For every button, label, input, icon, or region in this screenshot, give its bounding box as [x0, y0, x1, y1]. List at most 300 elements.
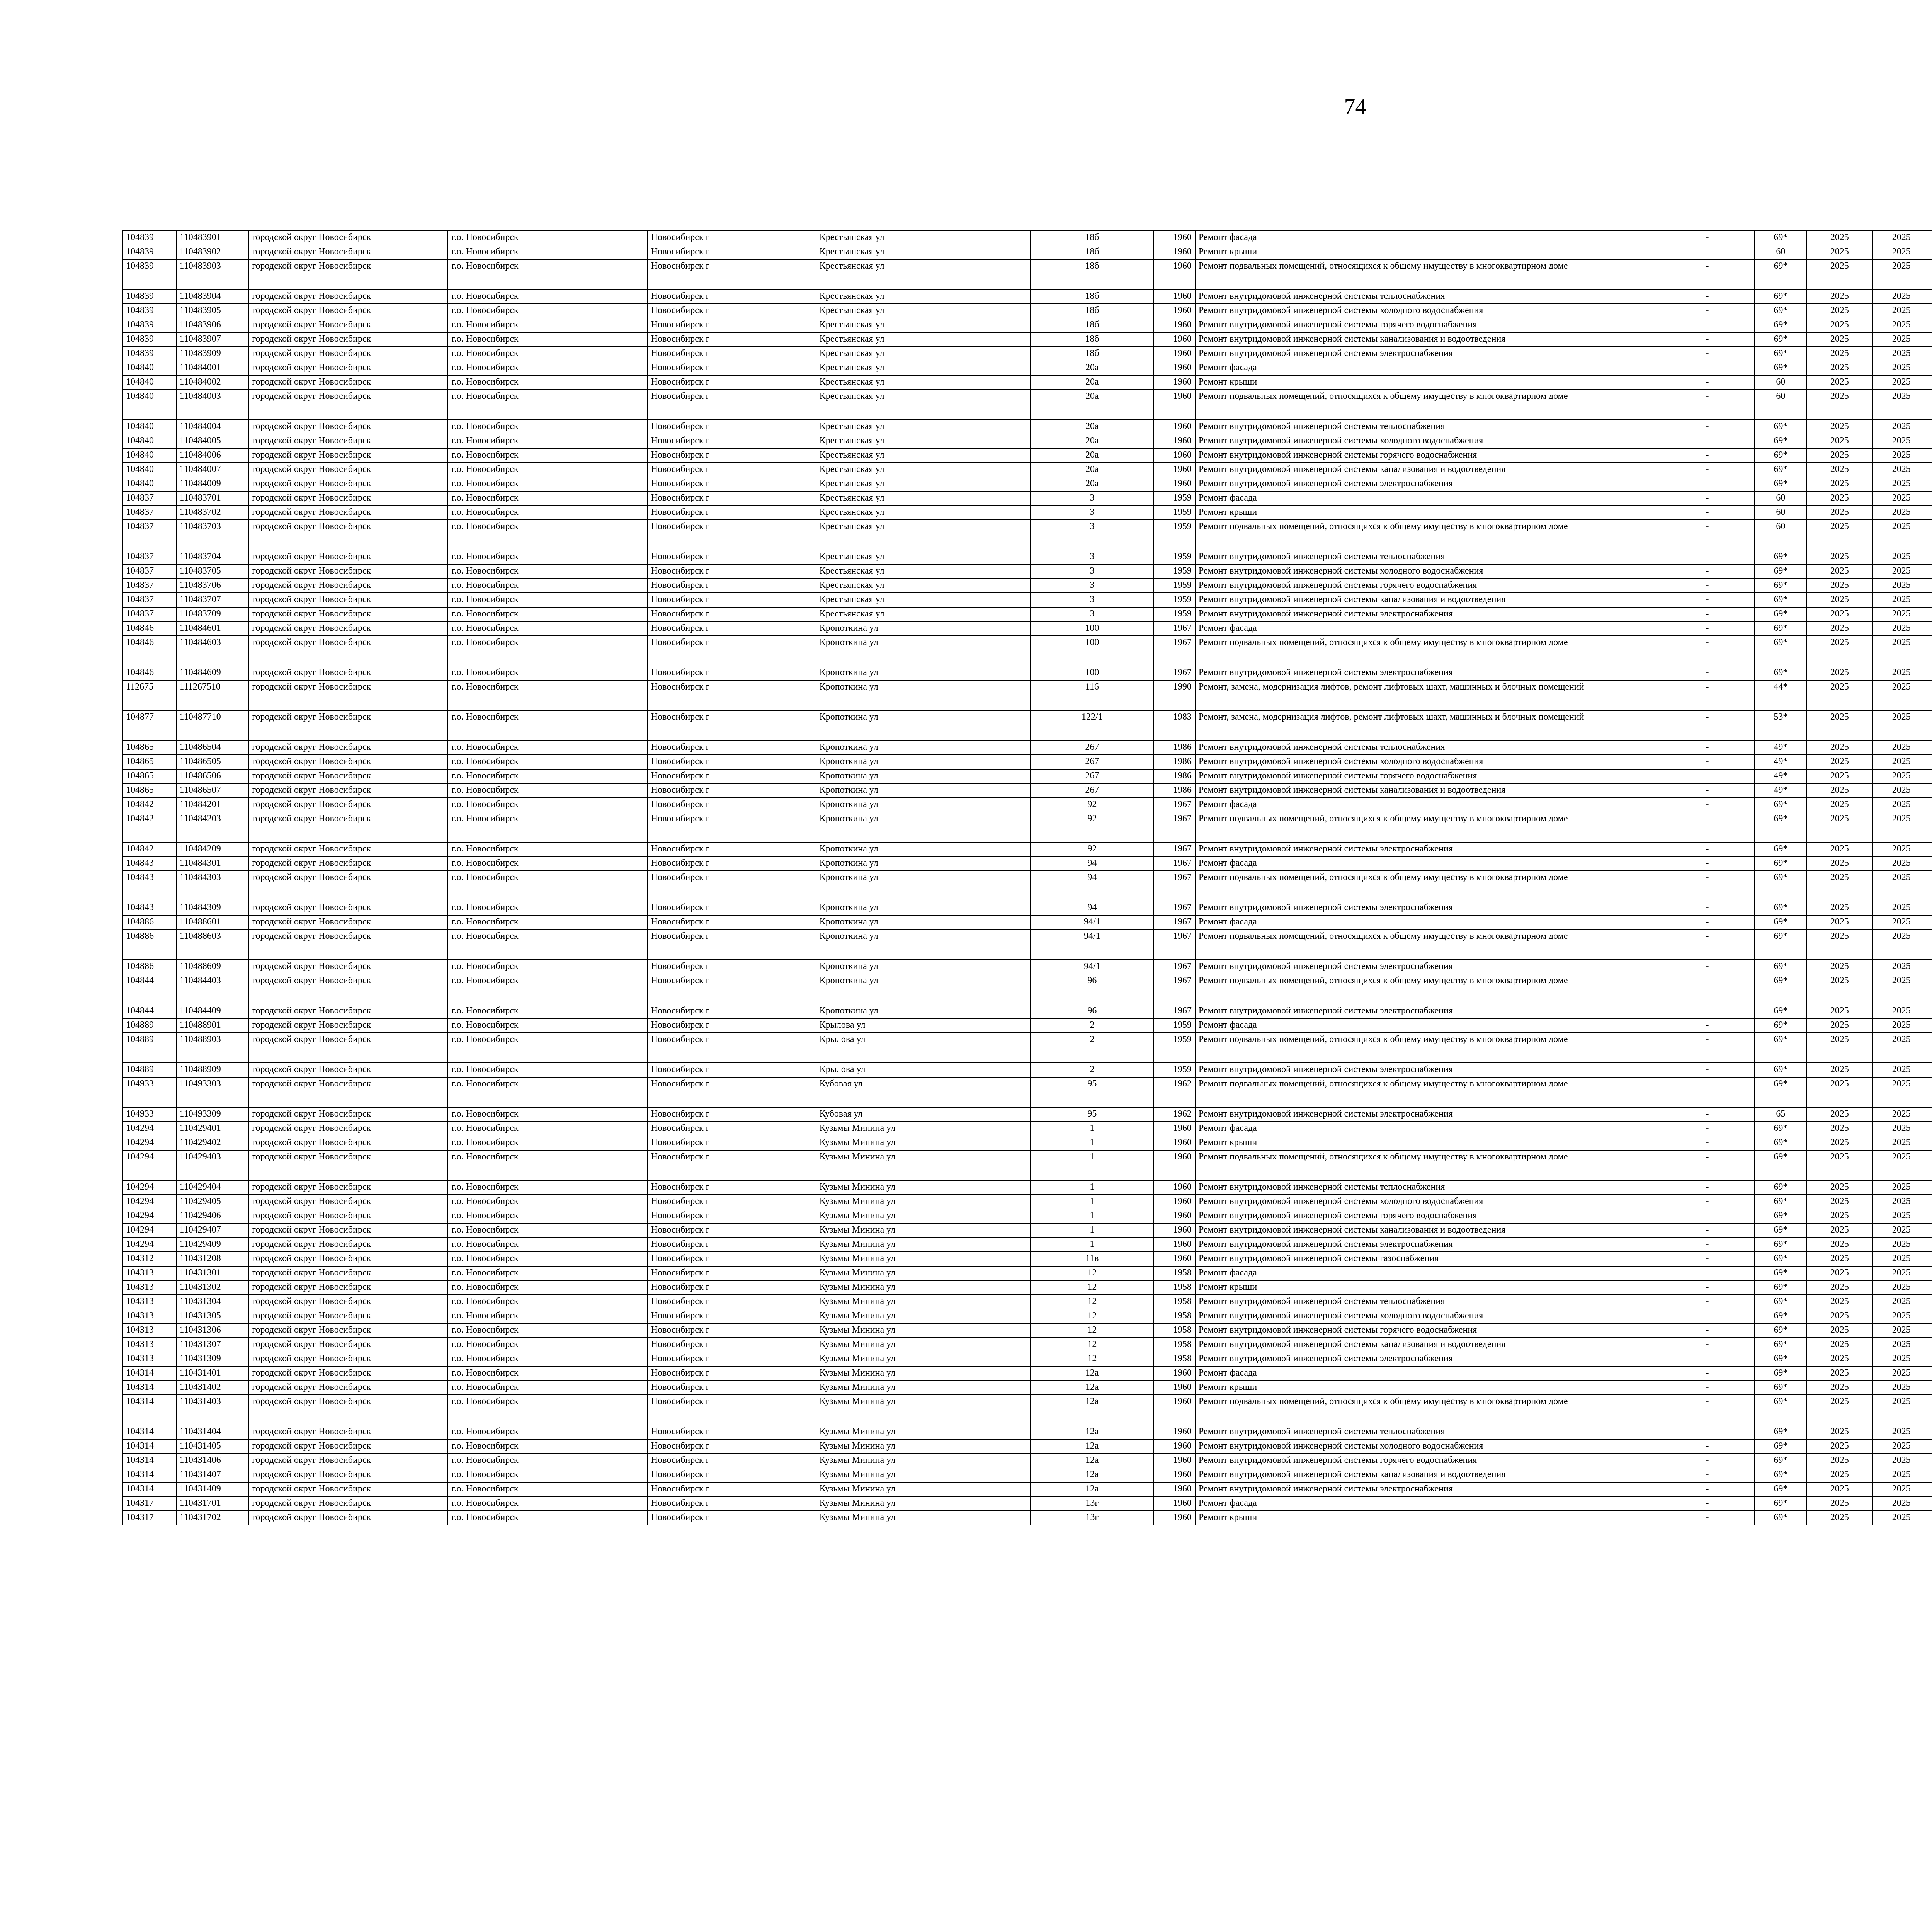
- street-cell: Кропоткина ул: [816, 680, 1031, 710]
- urban-district-cell: г.о. Новосибирск: [448, 491, 647, 506]
- locality-cell: Новосибирск г: [648, 593, 816, 607]
- street-cell: Кропоткина ул: [816, 798, 1031, 812]
- urban-district-cell: г.о. Новосибирск: [448, 680, 647, 710]
- wear-cell: 69*: [1755, 1366, 1806, 1381]
- plan-year-cell: 2025: [1807, 1496, 1873, 1511]
- wear-cell: 69*: [1755, 1077, 1806, 1107]
- work-id-cell: 110483903: [176, 259, 249, 289]
- work-id-cell: 110429404: [176, 1180, 249, 1195]
- table-row: [122, 477, 1932, 491]
- municipality-cell: городской округ Новосибирск: [248, 1180, 448, 1195]
- dash-cell: -: [1660, 361, 1755, 375]
- build-year-cell: 1960: [1154, 1209, 1195, 1223]
- cost-cell: [1930, 520, 1932, 550]
- street-cell: Кропоткина ул: [816, 915, 1031, 930]
- house-id-cell: 104840: [122, 420, 176, 434]
- urban-district-cell: г.о. Новосибирск: [448, 621, 647, 636]
- build-year-cell: 1967: [1154, 666, 1195, 680]
- locality-cell: Новосибирск г: [648, 491, 816, 506]
- build-year-cell: 1958: [1154, 1323, 1195, 1338]
- municipality-cell: городской округ Новосибирск: [248, 1004, 448, 1018]
- street-cell: Крестьянская ул: [816, 361, 1031, 375]
- house-number-cell: 2: [1030, 1033, 1154, 1063]
- build-year-cell: 1960: [1154, 463, 1195, 477]
- build-year-cell: 1959: [1154, 607, 1195, 621]
- house-id-cell: 104837: [122, 550, 176, 564]
- work-id-cell: 110431208: [176, 1252, 249, 1266]
- house-number-cell: 12: [1030, 1309, 1154, 1323]
- cost-cell: [1930, 1107, 1932, 1122]
- wear-cell: 49*: [1755, 783, 1806, 798]
- dash-cell: -: [1660, 783, 1755, 798]
- house-number-cell: 12а: [1030, 1454, 1154, 1468]
- wear-cell: 69*: [1755, 1496, 1806, 1511]
- locality-cell: Новосибирск г: [648, 332, 816, 347]
- plan-year-cell: 2025: [1807, 318, 1873, 332]
- house-id-cell: 104837: [122, 593, 176, 607]
- wear-cell: 60: [1755, 491, 1806, 506]
- finish-year-cell: 2025: [1872, 1425, 1930, 1439]
- cost-cell: [1930, 1323, 1932, 1338]
- street-cell: Кузьмы Минина ул: [816, 1150, 1031, 1180]
- plan-year-cell: 2025: [1807, 1366, 1873, 1381]
- table-row: [122, 304, 1932, 318]
- plan-year-cell: 2025: [1807, 930, 1873, 960]
- dash-cell: -: [1660, 1223, 1755, 1238]
- work-type-cell: Ремонт внутридомовой инженерной системы электроснабжения: [1195, 901, 1660, 915]
- house-id-cell: 104837: [122, 579, 176, 593]
- table-row: [122, 755, 1932, 769]
- table-row: [122, 1107, 1932, 1122]
- work-id-cell: 110488901: [176, 1018, 249, 1033]
- urban-district-cell: г.о. Новосибирск: [448, 871, 647, 901]
- build-year-cell: 1959: [1154, 550, 1195, 564]
- plan-year-cell: 2025: [1807, 1077, 1873, 1107]
- wear-cell: 53*: [1755, 710, 1806, 741]
- wear-cell: 69*: [1755, 1425, 1806, 1439]
- table-row: [122, 491, 1932, 506]
- street-cell: Кузьмы Минина ул: [816, 1238, 1031, 1252]
- finish-year-cell: 2025: [1872, 550, 1930, 564]
- table-row: [122, 1439, 1932, 1454]
- dash-cell: -: [1660, 390, 1755, 420]
- urban-district-cell: г.о. Новосибирск: [448, 1496, 647, 1511]
- finish-year-cell: 2025: [1872, 1223, 1930, 1238]
- plan-year-cell: 2025: [1807, 448, 1873, 463]
- urban-district-cell: г.о. Новосибирск: [448, 710, 647, 741]
- wear-cell: 69*: [1755, 1511, 1806, 1525]
- house-number-cell: 2: [1030, 1063, 1154, 1077]
- street-cell: Кузьмы Минина ул: [816, 1195, 1031, 1209]
- work-id-cell: 110484603: [176, 636, 249, 666]
- cost-cell: [1930, 434, 1932, 448]
- dash-cell: -: [1660, 812, 1755, 842]
- wear-cell: 69*: [1755, 636, 1806, 666]
- municipality-cell: городской округ Новосибирск: [248, 960, 448, 974]
- municipality-cell: городской округ Новосибирск: [248, 607, 448, 621]
- work-type-cell: Ремонт внутридомовой инженерной системы холодного водоснабжения: [1195, 304, 1660, 318]
- urban-district-cell: г.о. Новосибирск: [448, 666, 647, 680]
- finish-year-cell: 2025: [1872, 332, 1930, 347]
- urban-district-cell: г.о. Новосибирск: [448, 245, 647, 259]
- house-number-cell: 20а: [1030, 361, 1154, 375]
- urban-district-cell: г.о. Новосибирск: [448, 347, 647, 361]
- cost-cell: [1930, 1195, 1932, 1209]
- finish-year-cell: 2025: [1872, 871, 1930, 901]
- urban-district-cell: г.о. Новосибирск: [448, 1295, 647, 1309]
- table-row: [122, 420, 1932, 434]
- work-type-cell: Ремонт фасада: [1195, 798, 1660, 812]
- wear-cell: 69*: [1755, 1122, 1806, 1136]
- finish-year-cell: 2025: [1872, 564, 1930, 579]
- urban-district-cell: г.о. Новосибирск: [448, 420, 647, 434]
- plan-year-cell: 2025: [1807, 477, 1873, 491]
- build-year-cell: 1967: [1154, 842, 1195, 856]
- urban-district-cell: г.о. Новосибирск: [448, 579, 647, 593]
- cost-cell: [1930, 1381, 1932, 1395]
- dash-cell: -: [1660, 1454, 1755, 1468]
- plan-year-cell: 2025: [1807, 375, 1873, 390]
- plan-year-cell: 2025: [1807, 1309, 1873, 1323]
- municipality-cell: городской округ Новосибирск: [248, 245, 448, 259]
- house-number-cell: 100: [1030, 666, 1154, 680]
- house-id-cell: 104846: [122, 666, 176, 680]
- cost-cell: [1930, 1352, 1932, 1366]
- work-id-cell: 110484601: [176, 621, 249, 636]
- house-id-cell: 104886: [122, 915, 176, 930]
- work-id-cell: 110431402: [176, 1381, 249, 1395]
- municipality-cell: городской округ Новосибирск: [248, 1136, 448, 1150]
- locality-cell: Новосибирск г: [648, 1482, 816, 1496]
- urban-district-cell: г.о. Новосибирск: [448, 1107, 647, 1122]
- locality-cell: Новосибирск г: [648, 361, 816, 375]
- street-cell: Кропоткина ул: [816, 856, 1031, 871]
- municipality-cell: городской округ Новосибирск: [248, 1238, 448, 1252]
- house-number-cell: 20а: [1030, 420, 1154, 434]
- cost-cell: [1930, 1004, 1932, 1018]
- work-type-cell: Ремонт крыши: [1195, 375, 1660, 390]
- street-cell: Кузьмы Минина ул: [816, 1366, 1031, 1381]
- municipality-cell: городской округ Новосибирск: [248, 1439, 448, 1454]
- street-cell: Крестьянская ул: [816, 289, 1031, 304]
- house-id-cell: 104933: [122, 1077, 176, 1107]
- locality-cell: Новосибирск г: [648, 710, 816, 741]
- house-id-cell: 104843: [122, 901, 176, 915]
- dash-cell: -: [1660, 1107, 1755, 1122]
- locality-cell: Новосибирск г: [648, 783, 816, 798]
- street-cell: Кропоткина ул: [816, 901, 1031, 915]
- wear-cell: 69*: [1755, 463, 1806, 477]
- build-year-cell: 1960: [1154, 434, 1195, 448]
- house-number-cell: 18б: [1030, 231, 1154, 245]
- house-number-cell: 2: [1030, 1018, 1154, 1033]
- plan-year-cell: 2025: [1807, 491, 1873, 506]
- build-year-cell: 1959: [1154, 520, 1195, 550]
- build-year-cell: 1960: [1154, 289, 1195, 304]
- dash-cell: -: [1660, 1395, 1755, 1425]
- house-number-cell: 3: [1030, 564, 1154, 579]
- work-id-cell: 110431409: [176, 1482, 249, 1496]
- house-number-cell: 1: [1030, 1150, 1154, 1180]
- municipality-cell: городской округ Новосибирск: [248, 1425, 448, 1439]
- street-cell: Кропоткина ул: [816, 710, 1031, 741]
- plan-year-cell: 2025: [1807, 420, 1873, 434]
- work-type-cell: Ремонт внутридомовой инженерной системы электроснабжения: [1195, 347, 1660, 361]
- house-id-cell: 104313: [122, 1309, 176, 1323]
- dash-cell: -: [1660, 1077, 1755, 1107]
- municipality-cell: городской округ Новосибирск: [248, 783, 448, 798]
- street-cell: Кропоткина ул: [816, 871, 1031, 901]
- locality-cell: Новосибирск г: [648, 347, 816, 361]
- street-cell: Крестьянская ул: [816, 564, 1031, 579]
- work-id-cell: 110431306: [176, 1323, 249, 1338]
- municipality-cell: городской округ Новосибирск: [248, 1468, 448, 1482]
- wear-cell: 69*: [1755, 318, 1806, 332]
- work-id-cell: 110484003: [176, 390, 249, 420]
- plan-year-cell: 2025: [1807, 769, 1873, 783]
- municipality-cell: городской округ Новосибирск: [248, 680, 448, 710]
- cost-cell: [1930, 856, 1932, 871]
- build-year-cell: 1959: [1154, 1018, 1195, 1033]
- municipality-cell: городской округ Новосибирск: [248, 915, 448, 930]
- wear-cell: 69*: [1755, 901, 1806, 915]
- urban-district-cell: г.о. Новосибирск: [448, 1150, 647, 1180]
- municipality-cell: городской округ Новосибирск: [248, 769, 448, 783]
- plan-year-cell: 2025: [1807, 1122, 1873, 1136]
- dash-cell: -: [1660, 636, 1755, 666]
- house-id-cell: 104837: [122, 607, 176, 621]
- plan-year-cell: 2025: [1807, 856, 1873, 871]
- cost-cell: [1930, 1252, 1932, 1266]
- cost-cell: [1930, 1150, 1932, 1180]
- house-id-cell: 104294: [122, 1223, 176, 1238]
- urban-district-cell: г.о. Новосибирск: [448, 1018, 647, 1033]
- house-number-cell: 96: [1030, 1004, 1154, 1018]
- finish-year-cell: 2025: [1872, 755, 1930, 769]
- wear-cell: 69*: [1755, 930, 1806, 960]
- build-year-cell: 1960: [1154, 1454, 1195, 1468]
- table-row: [122, 318, 1932, 332]
- dash-cell: -: [1660, 434, 1755, 448]
- build-year-cell: 1959: [1154, 491, 1195, 506]
- municipality-cell: городской округ Новосибирск: [248, 347, 448, 361]
- table-row: [122, 915, 1932, 930]
- house-id-cell: 104313: [122, 1338, 176, 1352]
- work-type-cell: Ремонт внутридомовой инженерной системы теплоснабжения: [1195, 550, 1660, 564]
- table-row: [122, 1280, 1932, 1295]
- locality-cell: Новосибирск г: [648, 245, 816, 259]
- locality-cell: Новосибирск г: [648, 1018, 816, 1033]
- street-cell: Крестьянская ул: [816, 259, 1031, 289]
- work-id-cell: 110483905: [176, 304, 249, 318]
- work-id-cell: 110484009: [176, 477, 249, 491]
- work-id-cell: 110486505: [176, 755, 249, 769]
- house-number-cell: 100: [1030, 621, 1154, 636]
- municipality-cell: городской округ Новосибирск: [248, 1209, 448, 1223]
- plan-year-cell: 2025: [1807, 332, 1873, 347]
- wear-cell: 44*: [1755, 680, 1806, 710]
- dash-cell: -: [1660, 1323, 1755, 1338]
- street-cell: Кузьмы Минина ул: [816, 1309, 1031, 1323]
- plan-year-cell: 2025: [1807, 259, 1873, 289]
- finish-year-cell: 2025: [1872, 680, 1930, 710]
- house-number-cell: 3: [1030, 506, 1154, 520]
- street-cell: Крестьянская ул: [816, 477, 1031, 491]
- street-cell: Кузьмы Минина ул: [816, 1136, 1031, 1150]
- dash-cell: -: [1660, 930, 1755, 960]
- house-id-cell: 104294: [122, 1122, 176, 1136]
- finish-year-cell: 2025: [1872, 434, 1930, 448]
- dash-cell: -: [1660, 347, 1755, 361]
- work-type-cell: Ремонт внутридомовой инженерной системы горячего водоснабжения: [1195, 448, 1660, 463]
- work-id-cell: 110484203: [176, 812, 249, 842]
- cost-cell: [1930, 245, 1932, 259]
- plan-year-cell: 2025: [1807, 901, 1873, 915]
- work-id-cell: 110484303: [176, 871, 249, 901]
- street-cell: Кропоткина ул: [816, 930, 1031, 960]
- cost-cell: [1930, 974, 1932, 1004]
- dash-cell: -: [1660, 463, 1755, 477]
- work-id-cell: 110431404: [176, 1425, 249, 1439]
- table-row: [122, 1077, 1932, 1107]
- dash-cell: -: [1660, 680, 1755, 710]
- dash-cell: -: [1660, 621, 1755, 636]
- municipality-cell: городской округ Новосибирск: [248, 856, 448, 871]
- house-id-cell: 104839: [122, 245, 176, 259]
- wear-cell: 69*: [1755, 1033, 1806, 1063]
- cost-cell: [1930, 621, 1932, 636]
- build-year-cell: 1959: [1154, 1033, 1195, 1063]
- work-type-cell: Ремонт внутридомовой инженерной системы электроснабжения: [1195, 842, 1660, 856]
- table-row: [122, 520, 1932, 550]
- plan-year-cell: 2025: [1807, 1180, 1873, 1195]
- house-id-cell: 104865: [122, 783, 176, 798]
- cost-cell: [1930, 930, 1932, 960]
- table-row: [122, 1295, 1932, 1309]
- finish-year-cell: 2025: [1872, 1395, 1930, 1425]
- build-year-cell: 1960: [1154, 375, 1195, 390]
- build-year-cell: 1960: [1154, 1482, 1195, 1496]
- work-id-cell: 110431307: [176, 1338, 249, 1352]
- work-id-cell: 110483703: [176, 520, 249, 550]
- finish-year-cell: 2025: [1872, 1511, 1930, 1525]
- work-type-cell: Ремонт внутридомовой инженерной системы горячего водоснабжения: [1195, 1323, 1660, 1338]
- urban-district-cell: г.о. Новосибирск: [448, 593, 647, 607]
- cost-cell: [1930, 1454, 1932, 1468]
- work-id-cell: 110488601: [176, 915, 249, 930]
- finish-year-cell: 2025: [1872, 1454, 1930, 1468]
- municipality-cell: городской округ Новосибирск: [248, 1033, 448, 1063]
- house-id-cell: 104317: [122, 1511, 176, 1525]
- locality-cell: Новосибирск г: [648, 231, 816, 245]
- municipality-cell: городской округ Новосибирск: [248, 755, 448, 769]
- work-type-cell: Ремонт внутридомовой инженерной системы канализования и водоотведения: [1195, 332, 1660, 347]
- work-id-cell: 110487710: [176, 710, 249, 741]
- build-year-cell: 1967: [1154, 960, 1195, 974]
- finish-year-cell: 2025: [1872, 491, 1930, 506]
- work-type-cell: Ремонт внутридомовой инженерной системы холодного водоснабжения: [1195, 1309, 1660, 1323]
- work-type-cell: Ремонт подвальных помещений, относящихся к общему имуществу в многоквартирном доме: [1195, 1033, 1660, 1063]
- dash-cell: -: [1660, 1309, 1755, 1323]
- dash-cell: -: [1660, 231, 1755, 245]
- finish-year-cell: 2025: [1872, 448, 1930, 463]
- wear-cell: 69*: [1755, 550, 1806, 564]
- table-row: [122, 1352, 1932, 1366]
- house-id-cell: 104314: [122, 1439, 176, 1454]
- locality-cell: Новосибирск г: [648, 621, 816, 636]
- cost-cell: [1930, 1395, 1932, 1425]
- build-year-cell: 1967: [1154, 621, 1195, 636]
- work-id-cell: 110483902: [176, 245, 249, 259]
- table-row: [122, 1511, 1932, 1525]
- cost-cell: [1930, 901, 1932, 915]
- finish-year-cell: 2025: [1872, 798, 1930, 812]
- locality-cell: Новосибирск г: [648, 1381, 816, 1395]
- work-type-cell: Ремонт подвальных помещений, относящихся к общему имуществу в многоквартирном доме: [1195, 930, 1660, 960]
- locality-cell: Новосибирск г: [648, 506, 816, 520]
- build-year-cell: 1960: [1154, 1366, 1195, 1381]
- street-cell: Крестьянская ул: [816, 434, 1031, 448]
- street-cell: Кузьмы Минина ул: [816, 1352, 1031, 1366]
- dash-cell: -: [1660, 1425, 1755, 1439]
- finish-year-cell: 2025: [1872, 593, 1930, 607]
- work-type-cell: Ремонт внутридомовой инженерной системы электроснабжения: [1195, 1107, 1660, 1122]
- house-id-cell: 104840: [122, 463, 176, 477]
- build-year-cell: 1960: [1154, 1195, 1195, 1209]
- table-row: [122, 812, 1932, 842]
- cost-cell: [1930, 1482, 1932, 1496]
- dash-cell: -: [1660, 1338, 1755, 1352]
- urban-district-cell: г.о. Новосибирск: [448, 1366, 647, 1381]
- dash-cell: -: [1660, 491, 1755, 506]
- plan-year-cell: 2025: [1807, 1511, 1873, 1525]
- finish-year-cell: 2025: [1872, 304, 1930, 318]
- house-id-cell: 104840: [122, 361, 176, 375]
- cost-cell: [1930, 1018, 1932, 1033]
- dash-cell: -: [1660, 974, 1755, 1004]
- house-id-cell: 104313: [122, 1323, 176, 1338]
- work-id-cell: 110483904: [176, 289, 249, 304]
- urban-district-cell: г.о. Новосибирск: [448, 1063, 647, 1077]
- build-year-cell: 1960: [1154, 1425, 1195, 1439]
- street-cell: Кропоткина ул: [816, 960, 1031, 974]
- work-id-cell: 110484403: [176, 974, 249, 1004]
- urban-district-cell: г.о. Новосибирск: [448, 856, 647, 871]
- build-year-cell: 1967: [1154, 798, 1195, 812]
- finish-year-cell: 2025: [1872, 930, 1930, 960]
- urban-district-cell: г.о. Новосибирск: [448, 798, 647, 812]
- work-type-cell: Ремонт фасада: [1195, 1366, 1660, 1381]
- finish-year-cell: 2025: [1872, 812, 1930, 842]
- street-cell: Кузьмы Минина ул: [816, 1482, 1031, 1496]
- urban-district-cell: г.о. Новосибирск: [448, 1252, 647, 1266]
- street-cell: Кропоткина ул: [816, 636, 1031, 666]
- cost-cell: [1930, 871, 1932, 901]
- build-year-cell: 1960: [1154, 1496, 1195, 1511]
- wear-cell: 69*: [1755, 798, 1806, 812]
- municipality-cell: городской округ Новосибирск: [248, 812, 448, 842]
- cost-cell: [1930, 1077, 1932, 1107]
- plan-year-cell: 2025: [1807, 1252, 1873, 1266]
- cost-cell: [1930, 1366, 1932, 1381]
- house-id-cell: 104840: [122, 477, 176, 491]
- cost-cell: [1930, 347, 1932, 361]
- wear-cell: 69*: [1755, 579, 1806, 593]
- cost-cell: [1930, 1511, 1932, 1525]
- municipality-cell: городской округ Новосибирск: [248, 593, 448, 607]
- work-id-cell: 110483702: [176, 506, 249, 520]
- plan-year-cell: 2025: [1807, 231, 1873, 245]
